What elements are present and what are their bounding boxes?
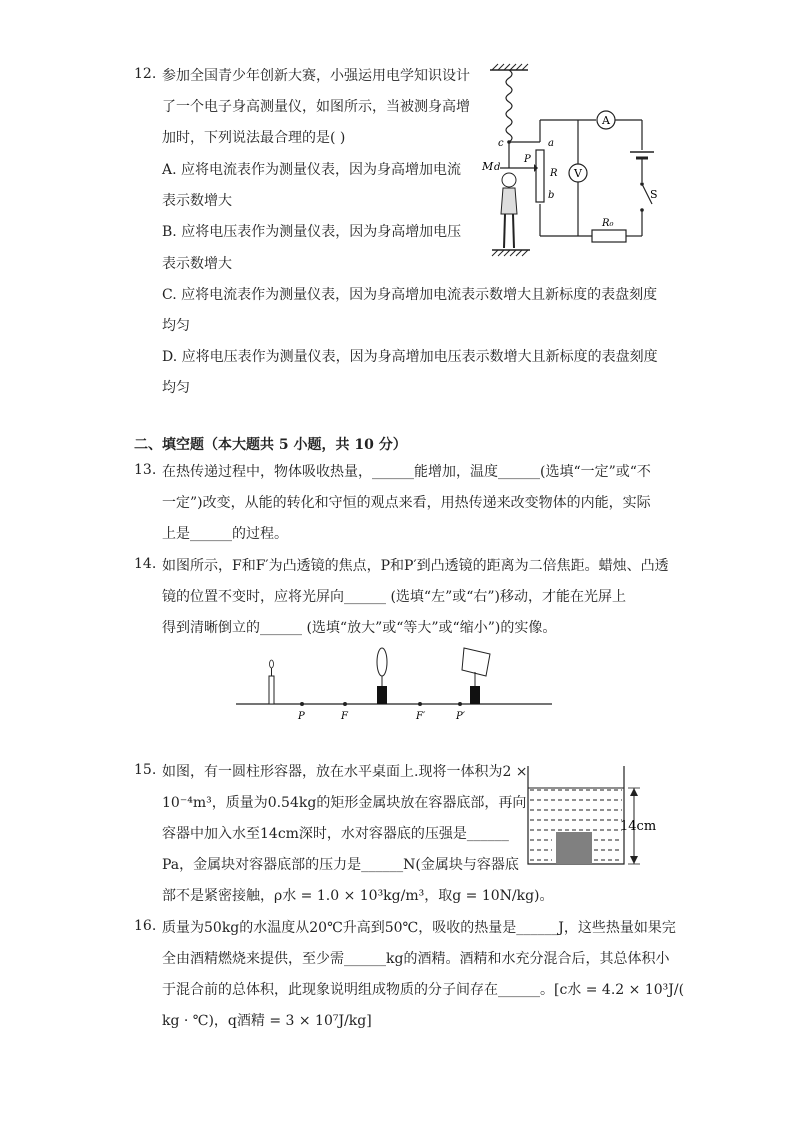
question-text: 一定”)改变，从能的转化和守恒的观点来看，用热传递来改变物体的内能，实际 [162, 495, 651, 511]
convex-lens-icon [377, 648, 387, 704]
resistor-r0-icon [592, 230, 626, 242]
label-P: P [524, 154, 531, 165]
label-M: M [482, 160, 494, 173]
question-text: 镜的位置不变时，应将光屏向______ (选填“左”或“右”)移动，才能在光屏上 [162, 589, 627, 605]
option-b: B. 应将电压表作为测量仪表，因为身高增加电压 [162, 224, 462, 240]
question-text: kg · ℃)，q酒精 = 3 × 10⁷J/kg] [162, 1013, 372, 1029]
label-R: R [550, 168, 558, 179]
label-c: c [498, 138, 504, 149]
question-number: 14. [134, 556, 157, 572]
question-text: 于混合前的总体积，此现象说明组成物质的分子间存在______。[c水 = 4.2 × 10³J/( [162, 982, 685, 998]
question-text: Pa，金属块对容器底部的压力是______N(金属块与容器底 [162, 857, 519, 873]
question-text: 如图所示，F和F′为凸透镜的焦点，P和P′到凸透镜的距离为二倍焦距。蜡烛、凸透 [162, 558, 669, 574]
question-text: 部不是紧密接触，ρ水 = 1.0 × 10³kg/m³，取g = 10N/kg)。 [162, 888, 554, 904]
question-text: 得到清晰倒立的______ (选填“放大”或“等大”或“缩小”)的实像。 [162, 620, 557, 636]
option-b-cont: 表示数增大 [162, 256, 232, 272]
question-number: 15. [134, 762, 157, 778]
point-label-P-prime: P′ [456, 711, 465, 722]
question-text: 加时，下列说法最合理的是( ) [162, 130, 346, 146]
option-d: D. 应将电压表作为测量仪表，因为身高增加电压表示数增大且新标度的表盘刻度 [162, 349, 658, 365]
label-R0: R₀ [602, 218, 614, 229]
metal-block [556, 832, 592, 864]
option-a: A. 应将电流表作为测量仪表，因为身高增加电流 [162, 162, 462, 178]
question-text: 参加全国青少年创新大赛，小强运用电学知识设计 [162, 68, 470, 84]
question-text: 了一个电子身高测量仪，如图所示，当被测身高增 [162, 99, 470, 115]
label-V: V [574, 167, 582, 180]
option-a-cont: 表示数增大 [162, 193, 232, 209]
question-text: 全由酒精燃烧来提供，至少需______kg的酒精。酒精和水充分混合后，其总体积小 [162, 951, 670, 967]
option-c: C. 应将电流表作为测量仪表，因为身高增加电流表示数增大且新标度的表盘刻度 [162, 287, 658, 303]
point-label-F-prime: F′ [416, 711, 426, 722]
screen-icon [462, 648, 490, 704]
question-number: 12. [134, 66, 157, 82]
question-text: 在热传递过程中，物体吸收热量，______能增加，温度______(选填“一定”或“不 [162, 464, 651, 480]
spring [506, 70, 512, 142]
option-c-cont: 均匀 [162, 318, 190, 334]
question-text: 如图，有一圆柱形容器，放在水平桌面上.现将一体积为2 × [162, 764, 528, 780]
point-label-P: P [298, 711, 305, 722]
person-figure [501, 173, 517, 248]
label-S: S [650, 188, 658, 201]
label-a: a [548, 138, 554, 149]
height-meter-circuit-figure [480, 64, 670, 264]
section-title: 二、填空题（本大题共 5 小题，共 10 分） [134, 437, 407, 453]
label-d: d [494, 162, 501, 173]
question-text: 上是______的过程。 [162, 526, 288, 542]
question-number: 16. [134, 918, 157, 934]
question-text: 容器中加入水至14cm深时，水对容器底的压强是______ [162, 826, 509, 842]
container-figure [528, 766, 668, 870]
depth-label: 14cm [620, 819, 657, 834]
candle-icon [269, 660, 274, 704]
question-text: 质量为50kg的水温度从20℃升高到50℃，吸收的热量是______J，这些热量如果完 [162, 920, 676, 936]
option-d-cont: 均匀 [162, 380, 190, 396]
point-label-F: F [341, 711, 348, 722]
label-b: b [548, 190, 555, 201]
question-text: 10⁻⁴m³，质量为0.54kg的矩形金属块放在容器底部，再向 [162, 795, 527, 811]
label-A: A [602, 114, 610, 127]
slide-resistor-icon [536, 150, 544, 202]
question-number: 13. [134, 462, 157, 478]
lens-bench-figure [236, 646, 556, 726]
